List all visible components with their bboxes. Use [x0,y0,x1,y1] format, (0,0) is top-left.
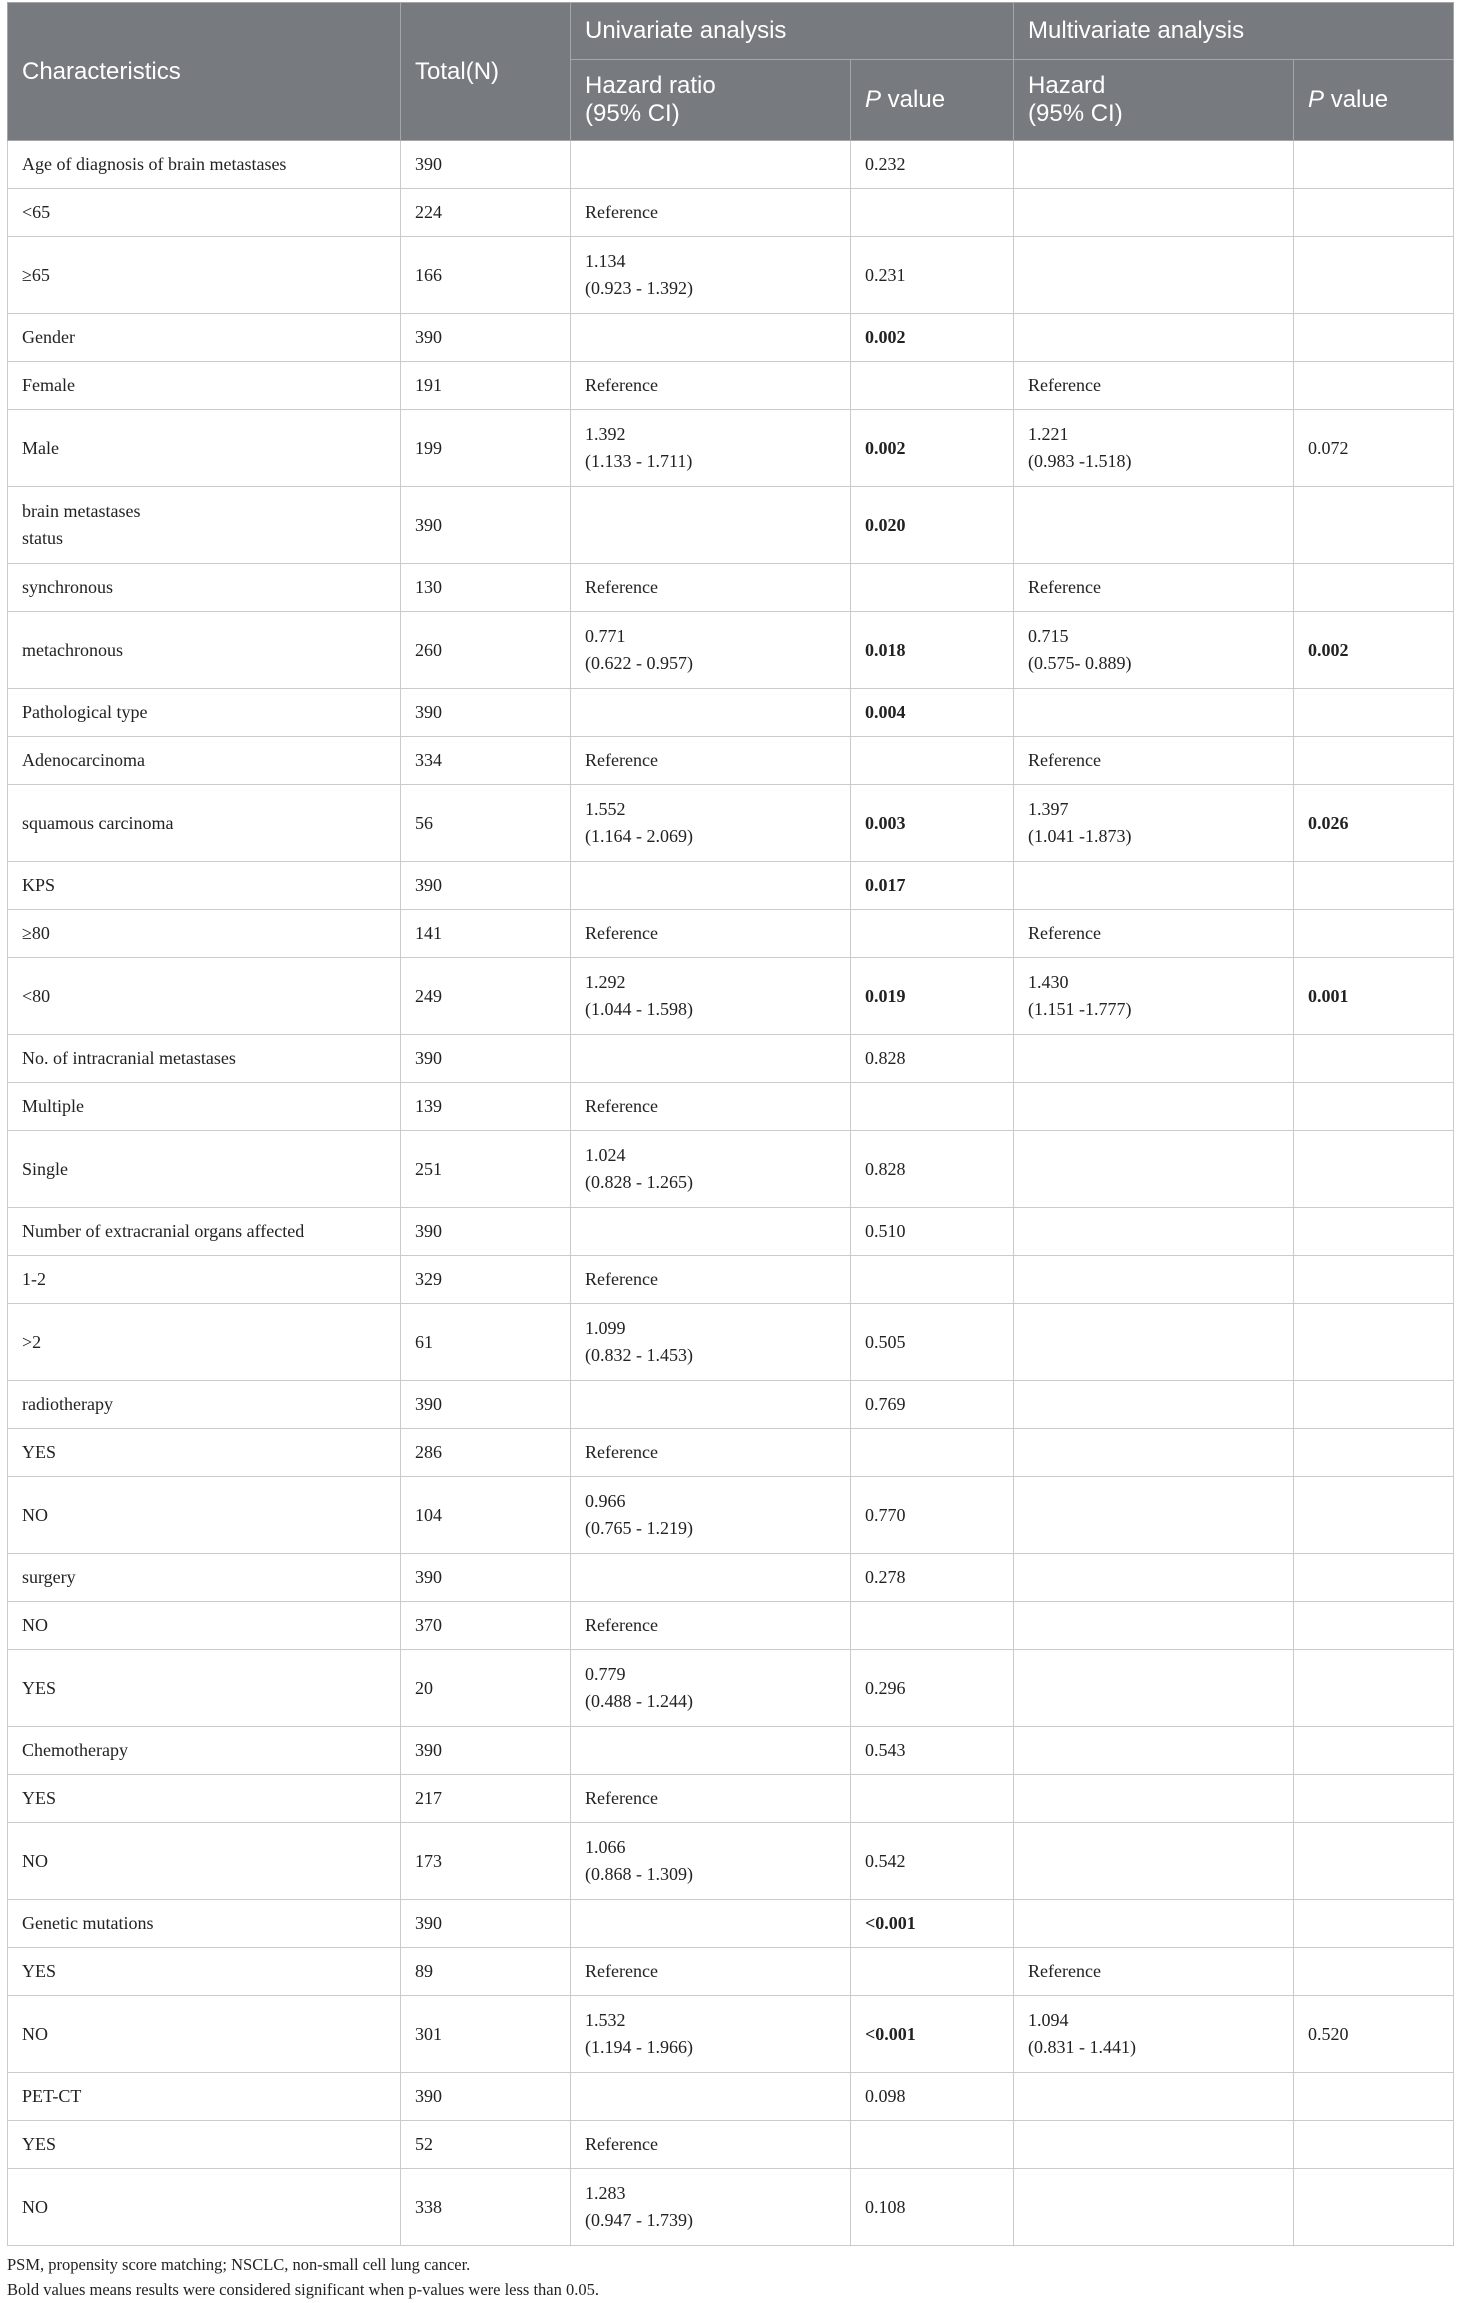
cell-uni-p-value: 0.542 [851,1823,1014,1900]
cell-multi-hazard [1014,862,1294,910]
cell-multi-hazard [1014,487,1294,564]
cell-characteristic: radiotherapy [8,1381,401,1429]
cell-total: 338 [401,2169,571,2246]
cell-multi-hazard [1014,1650,1294,1727]
cell-uni-hazard-ratio: 1.099 (0.832 - 1.453) [571,1304,851,1381]
cell-total: 224 [401,189,571,237]
cell-characteristic: NO [8,1996,401,2073]
cell-multi-p-value [1294,1381,1454,1429]
cell-characteristic: squamous carcinoma [8,785,401,862]
cell-uni-hazard-ratio: 1.066 (0.868 - 1.309) [571,1823,851,1900]
col-characteristics: Characteristics [8,3,401,141]
cell-uni-p-value: 0.828 [851,1131,1014,1208]
cell-uni-hazard-ratio [571,487,851,564]
cell-total: 390 [401,314,571,362]
cell-uni-p-value [851,362,1014,410]
cell-multi-p-value [1294,1083,1454,1131]
col-group-multivariate: Multivariate analysis [1014,3,1454,60]
table-row [8,1900,1454,1948]
cell-uni-p-value: 0.019 [851,958,1014,1035]
cell-uni-hazard-ratio [571,1035,851,1083]
cell-total: 390 [401,487,571,564]
cell-uni-p-value: 0.108 [851,2169,1014,2246]
cell-total: 139 [401,1083,571,1131]
cell-characteristic: Gender [8,314,401,362]
cell-uni-p-value [851,1602,1014,1650]
table-row [8,410,1454,487]
cell-uni-hazard-ratio: Reference [571,1083,851,1131]
cell-uni-p-value: 0.098 [851,2073,1014,2121]
cell-multi-hazard [1014,1554,1294,1602]
cell-total: 251 [401,1131,571,1208]
cell-multi-p-value [1294,1554,1454,1602]
cell-uni-p-value [851,1948,1014,1996]
cell-characteristic: >2 [8,1304,401,1381]
cell-multi-hazard: 1.430 (1.151 -1.777) [1014,958,1294,1035]
cell-multi-p-value [1294,487,1454,564]
cell-total: 390 [401,1900,571,1948]
cell-total: 390 [401,1035,571,1083]
table-row [8,1477,1454,1554]
table-row [8,1083,1454,1131]
cell-total: 390 [401,1727,571,1775]
cell-uni-hazard-ratio [571,1208,851,1256]
cell-multi-hazard [1014,689,1294,737]
cell-multi-p-value [1294,314,1454,362]
cell-total: 89 [401,1948,571,1996]
cell-multi-hazard [1014,1477,1294,1554]
cell-multi-hazard [1014,1602,1294,1650]
cell-uni-hazard-ratio: Reference [571,1429,851,1477]
cell-total: 104 [401,1477,571,1554]
cell-multi-p-value: 0.001 [1294,958,1454,1035]
cell-multi-p-value [1294,1775,1454,1823]
cell-characteristic: PET-CT [8,2073,401,2121]
cell-uni-p-value: 0.018 [851,612,1014,689]
table-row [8,314,1454,362]
cell-multi-hazard [1014,1775,1294,1823]
cell-total: 334 [401,737,571,785]
col-uni-p-value: P value [851,60,1014,141]
table-row [8,1727,1454,1775]
cell-characteristic: YES [8,2121,401,2169]
cell-characteristic: Male [8,410,401,487]
cell-multi-p-value [1294,1429,1454,1477]
cell-multi-p-value [1294,1900,1454,1948]
cell-multi-hazard [1014,1304,1294,1381]
cell-multi-hazard: Reference [1014,737,1294,785]
table-row [8,1823,1454,1900]
table-row [8,2169,1454,2246]
cell-uni-hazard-ratio: 1.532 (1.194 - 1.966) [571,1996,851,2073]
table-row [8,862,1454,910]
cell-multi-hazard: Reference [1014,564,1294,612]
cell-multi-hazard: 1.397 (1.041 -1.873) [1014,785,1294,862]
col-multi-p-value: P value [1294,60,1454,141]
cell-multi-p-value [1294,737,1454,785]
cell-characteristic: NO [8,1823,401,1900]
cell-total: 390 [401,2073,571,2121]
cell-characteristic: KPS [8,862,401,910]
cell-multi-p-value [1294,862,1454,910]
table-row [8,362,1454,410]
cell-multi-p-value [1294,141,1454,189]
cell-multi-p-value [1294,362,1454,410]
table-row [8,910,1454,958]
cell-uni-p-value: 0.769 [851,1381,1014,1429]
cell-uni-hazard-ratio [571,1381,851,1429]
footnote-bold-meaning: Bold values means results were considered significant when p-values were less than 0.05. [7,2280,600,2299]
cell-multi-p-value [1294,689,1454,737]
cell-total: 52 [401,2121,571,2169]
table-row [8,1035,1454,1083]
cell-multi-hazard [1014,1208,1294,1256]
cell-uni-p-value [851,910,1014,958]
cell-total: 370 [401,1602,571,1650]
cell-multi-p-value [1294,237,1454,314]
cell-uni-p-value [851,2121,1014,2169]
cell-uni-hazard-ratio: 1.024 (0.828 - 1.265) [571,1131,851,1208]
cell-uni-p-value: 0.002 [851,314,1014,362]
cell-total: 20 [401,1650,571,1727]
cell-total: 249 [401,958,571,1035]
cell-multi-hazard [1014,1381,1294,1429]
table-row [8,189,1454,237]
cell-total: 390 [401,1554,571,1602]
cell-uni-hazard-ratio: Reference [571,1256,851,1304]
cell-multi-p-value: 0.002 [1294,612,1454,689]
cell-uni-p-value [851,1775,1014,1823]
cell-uni-hazard-ratio: Reference [571,2121,851,2169]
col-uni-hazard-ratio: Hazard ratio (95% CI) [571,60,851,141]
table-row [8,1775,1454,1823]
table-row [8,487,1454,564]
cell-multi-hazard [1014,1131,1294,1208]
cell-uni-hazard-ratio: Reference [571,1602,851,1650]
cell-characteristic: ≥80 [8,910,401,958]
cell-uni-p-value: 0.020 [851,487,1014,564]
cell-uni-hazard-ratio: 1.283 (0.947 - 1.739) [571,2169,851,2246]
cell-characteristic: Multiple [8,1083,401,1131]
cell-uni-p-value [851,564,1014,612]
cell-uni-p-value [851,1083,1014,1131]
cell-uni-p-value: 0.828 [851,1035,1014,1083]
table-row [8,1256,1454,1304]
cell-multi-hazard [1014,1035,1294,1083]
cell-uni-hazard-ratio: 0.966 (0.765 - 1.219) [571,1477,851,1554]
cell-uni-hazard-ratio: 1.134 (0.923 - 1.392) [571,237,851,314]
cell-uni-p-value: <0.001 [851,1996,1014,2073]
cell-multi-hazard: 0.715 (0.575- 0.889) [1014,612,1294,689]
table-row [8,689,1454,737]
cell-multi-hazard: Reference [1014,910,1294,958]
cell-multi-p-value: 0.520 [1294,1996,1454,2073]
cell-multi-p-value [1294,1131,1454,1208]
cell-uni-hazard-ratio [571,689,851,737]
footnote-abbreviations: PSM, propensity score matching; NSCLC, non-small cell lung cancer. [7,2255,471,2274]
cell-characteristic: surgery [8,1554,401,1602]
cell-multi-hazard [1014,2073,1294,2121]
cell-uni-p-value: 0.505 [851,1304,1014,1381]
cell-total: 390 [401,1208,571,1256]
cell-multi-hazard [1014,1900,1294,1948]
cell-uni-hazard-ratio: Reference [571,910,851,958]
cell-multi-p-value [1294,2073,1454,2121]
col-multi-hazard: Hazard (95% CI) [1014,60,1294,141]
cell-multi-p-value [1294,1035,1454,1083]
cell-uni-p-value: 0.017 [851,862,1014,910]
cell-uni-p-value: 0.278 [851,1554,1014,1602]
cell-total: 166 [401,237,571,314]
cell-total: 173 [401,1823,571,1900]
cell-uni-p-value: 0.770 [851,1477,1014,1554]
cell-multi-p-value [1294,2121,1454,2169]
cell-uni-p-value: 0.003 [851,785,1014,862]
cell-uni-hazard-ratio [571,314,851,362]
table-footnotes [7,2252,599,2302]
cell-multi-hazard [1014,2169,1294,2246]
cell-uni-p-value [851,737,1014,785]
cell-multi-p-value [1294,1602,1454,1650]
cell-uni-p-value: 0.231 [851,237,1014,314]
cell-total: 301 [401,1996,571,2073]
table-row [8,1429,1454,1477]
cell-characteristic: YES [8,1429,401,1477]
cell-multi-p-value [1294,564,1454,612]
cell-total: 329 [401,1256,571,1304]
cell-multi-p-value [1294,1304,1454,1381]
cell-multi-hazard [1014,1727,1294,1775]
cell-characteristic: YES [8,1650,401,1727]
cell-characteristic: No. of intracranial metastases [8,1035,401,1083]
cell-characteristic: ≥65 [8,237,401,314]
cell-uni-hazard-ratio: 1.552 (1.164 - 2.069) [571,785,851,862]
cell-total: 141 [401,910,571,958]
table-body [8,141,1454,2246]
cell-uni-p-value [851,189,1014,237]
cell-uni-hazard-ratio [571,862,851,910]
cell-total: 61 [401,1304,571,1381]
table-row [8,958,1454,1035]
cell-characteristic: 1-2 [8,1256,401,1304]
cell-multi-hazard: 1.094 (0.831 - 1.441) [1014,1996,1294,2073]
cell-characteristic: <65 [8,189,401,237]
table-row [8,737,1454,785]
table-row [8,1602,1454,1650]
cell-total: 390 [401,862,571,910]
cell-characteristic: brain metastases status [8,487,401,564]
cell-total: 130 [401,564,571,612]
table-row [8,1131,1454,1208]
cell-uni-hazard-ratio: 1.392 (1.133 - 1.711) [571,410,851,487]
cell-multi-p-value [1294,1256,1454,1304]
table-row [8,2073,1454,2121]
cell-multi-hazard: Reference [1014,362,1294,410]
cell-characteristic: NO [8,2169,401,2246]
cell-multi-p-value [1294,1948,1454,1996]
cell-characteristic: Age of diagnosis of brain metastases [8,141,401,189]
table-row [8,564,1454,612]
cell-multi-hazard [1014,1256,1294,1304]
table-row [8,1554,1454,1602]
cell-characteristic: metachronous [8,612,401,689]
cell-uni-hazard-ratio: 0.779 (0.488 - 1.244) [571,1650,851,1727]
cell-characteristic: Single [8,1131,401,1208]
cell-characteristic: NO [8,1602,401,1650]
table-row [8,1996,1454,2073]
cell-uni-hazard-ratio: Reference [571,362,851,410]
cell-uni-hazard-ratio: Reference [571,189,851,237]
cell-characteristic: Female [8,362,401,410]
cell-multi-hazard [1014,314,1294,362]
cell-multi-hazard: Reference [1014,1948,1294,1996]
cell-uni-hazard-ratio: Reference [571,1948,851,1996]
cell-multi-p-value [1294,1823,1454,1900]
col-total: Total(N) [401,3,571,141]
cell-total: 217 [401,1775,571,1823]
cell-uni-hazard-ratio: Reference [571,737,851,785]
cell-uni-hazard-ratio: Reference [571,1775,851,1823]
cell-uni-p-value: 0.232 [851,141,1014,189]
cell-characteristic: Chemotherapy [8,1727,401,1775]
cell-characteristic: <80 [8,958,401,1035]
cell-uni-hazard-ratio: Reference [571,564,851,612]
cell-uni-hazard-ratio [571,1727,851,1775]
cell-characteristic: Adenocarcinoma [8,737,401,785]
cell-uni-p-value: 0.510 [851,1208,1014,1256]
table-row [8,1304,1454,1381]
cell-uni-p-value: <0.001 [851,1900,1014,1948]
cell-characteristic: Genetic mutations [8,1900,401,1948]
cell-multi-hazard [1014,1823,1294,1900]
cell-characteristic: Pathological type [8,689,401,737]
cell-multi-hazard: 1.221 (0.983 -1.518) [1014,410,1294,487]
cell-uni-hazard-ratio [571,2073,851,2121]
table-container [7,2,1453,2246]
table-row [8,141,1454,189]
cell-characteristic: NO [8,1477,401,1554]
table-row [8,1650,1454,1727]
cell-multi-p-value [1294,2169,1454,2246]
cell-total: 56 [401,785,571,862]
cell-uni-p-value: 0.004 [851,689,1014,737]
cell-total: 191 [401,362,571,410]
cell-multi-p-value: 0.026 [1294,785,1454,862]
cell-multi-p-value [1294,1477,1454,1554]
cell-total: 286 [401,1429,571,1477]
cell-multi-p-value [1294,1650,1454,1727]
cell-multi-p-value [1294,910,1454,958]
cell-uni-p-value: 0.296 [851,1650,1014,1727]
cell-multi-hazard [1014,141,1294,189]
table-header [8,3,1454,141]
cell-multi-p-value [1294,1727,1454,1775]
cell-characteristic: YES [8,1948,401,1996]
cell-uni-hazard-ratio [571,1900,851,1948]
cell-uni-hazard-ratio: 1.292 (1.044 - 1.598) [571,958,851,1035]
table-row [8,785,1454,862]
cell-uni-hazard-ratio [571,1554,851,1602]
cell-total: 390 [401,141,571,189]
cell-total: 390 [401,1381,571,1429]
cell-uni-hazard-ratio [571,141,851,189]
table-row [8,1381,1454,1429]
cell-characteristic: synchronous [8,564,401,612]
cell-uni-p-value: 0.002 [851,410,1014,487]
table-row [8,2121,1454,2169]
cell-uni-hazard-ratio: 0.771 (0.622 - 0.957) [571,612,851,689]
cell-characteristic: YES [8,1775,401,1823]
cell-characteristic: Number of extracranial organs affected [8,1208,401,1256]
cell-total: 199 [401,410,571,487]
cell-multi-hazard [1014,1083,1294,1131]
cell-uni-p-value: 0.543 [851,1727,1014,1775]
cell-multi-p-value [1294,1208,1454,1256]
cell-multi-hazard [1014,2121,1294,2169]
table-row [8,612,1454,689]
cell-total: 260 [401,612,571,689]
table-row [8,237,1454,314]
cell-uni-p-value [851,1256,1014,1304]
cell-multi-hazard [1014,237,1294,314]
cox-regression-table [7,2,1454,2246]
cell-total: 390 [401,689,571,737]
col-group-univariate: Univariate analysis [571,3,1014,60]
table-row [8,1948,1454,1996]
cell-multi-p-value [1294,189,1454,237]
cell-multi-hazard [1014,1429,1294,1477]
cell-multi-p-value: 0.072 [1294,410,1454,487]
cell-uni-p-value [851,1429,1014,1477]
table-row [8,1208,1454,1256]
cell-multi-hazard [1014,189,1294,237]
